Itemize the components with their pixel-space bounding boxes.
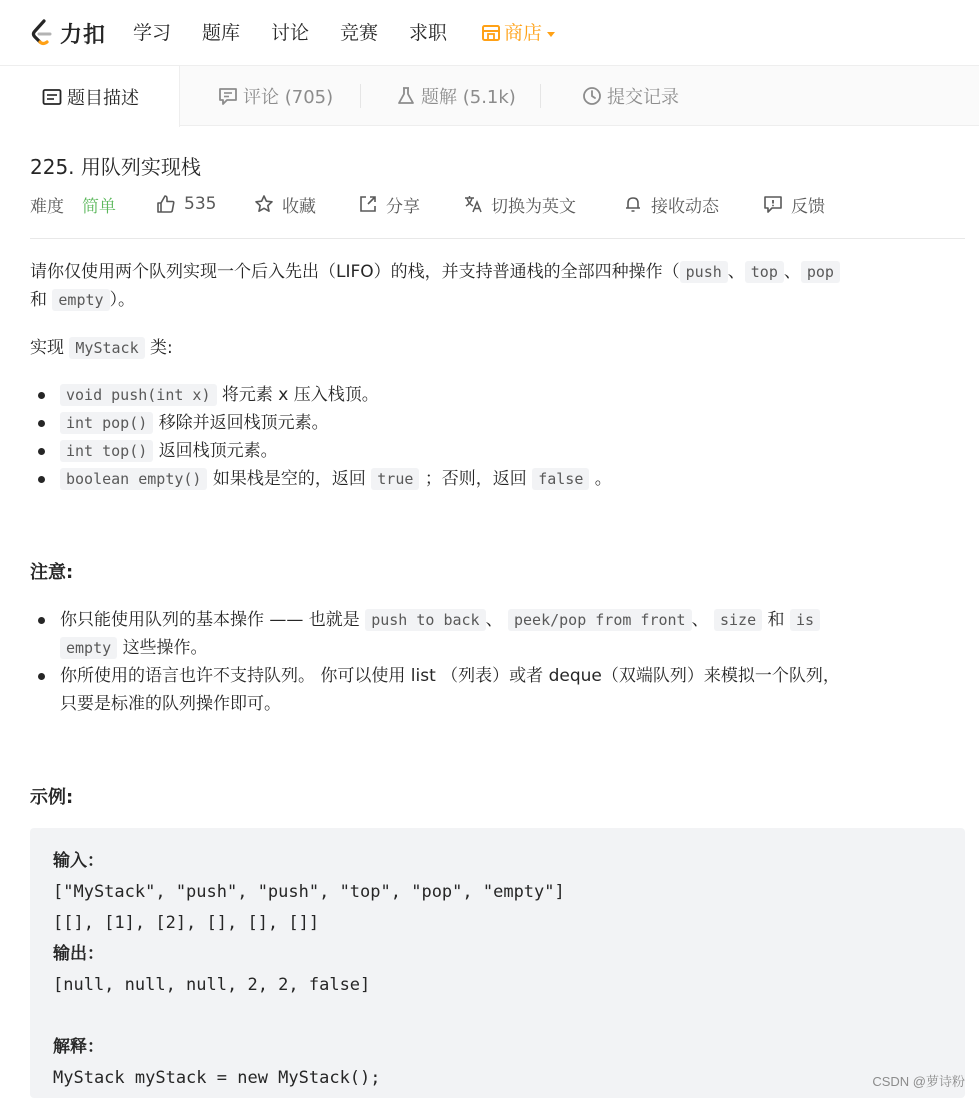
- list-item: [0, 606, 965, 662]
- text-span: 、: [691, 610, 709, 630]
- logo-text: 力扣: [60, 22, 107, 48]
- tab-solutions[interactable]: [396, 66, 516, 126]
- favorite-button[interactable]: [254, 190, 316, 218]
- like-button[interactable]: [156, 190, 216, 218]
- list-item: [0, 409, 612, 437]
- text-span: 返回栈顶元素。: [158, 441, 278, 461]
- text-span: ；否则，返回: [424, 469, 527, 489]
- code-top-method: int top(): [60, 440, 153, 462]
- feedback-label: 反馈: [791, 196, 825, 217]
- bell-icon: [623, 194, 643, 214]
- nav-jobs[interactable]: 求职: [409, 22, 448, 44]
- notes-heading: 注意:: [30, 562, 74, 583]
- code-size: size: [714, 609, 762, 631]
- description-paragraph: [30, 258, 965, 314]
- chevron-down-icon: [547, 32, 555, 37]
- switch-language-label: 切换为英文: [491, 196, 576, 217]
- clock-icon: [582, 86, 602, 106]
- feedback-icon: [763, 194, 783, 214]
- text-span: 你所使用的语言也许不支持队列。 你可以使用 list （列表）或者 deque（双端队列）来模拟一个队列，: [60, 666, 840, 686]
- tab-submissions-label: 提交记录: [607, 87, 679, 108]
- share-button[interactable]: [358, 190, 420, 218]
- text-span: 、: [727, 262, 745, 282]
- input-line: [[], [1], [2], [], [], []]: [53, 913, 320, 933]
- favorite-label: 收藏: [282, 196, 316, 217]
- tab-solutions-label: 题解 (5.1k): [421, 87, 516, 108]
- leetcode-logo-icon: [30, 19, 54, 47]
- nav-contest[interactable]: 竞赛: [340, 22, 379, 44]
- output-line: [null, null, null, 2, 2, false]: [53, 975, 371, 995]
- tab-description-label: 题目描述: [67, 87, 139, 109]
- tab-comments-label: 评论 (705): [243, 87, 334, 108]
- nav-learn[interactable]: 学习: [133, 22, 172, 44]
- code-empty: empty: [52, 289, 109, 311]
- code-empty-cont: empty: [60, 637, 117, 659]
- code-false: false: [532, 468, 589, 490]
- output-label: 输出：: [53, 944, 104, 964]
- explain-label: 解释：: [53, 1037, 104, 1057]
- problem-title: 225. 用队列实现栈: [30, 155, 201, 179]
- text-span: 这些操作。: [122, 638, 208, 658]
- code-pop-method: int pop(): [60, 412, 153, 434]
- code-peek-pop: peek/pop from front: [508, 609, 692, 631]
- text-span: 只要是标准的队列操作即可。: [60, 694, 281, 714]
- problem-tabs: [0, 66, 979, 126]
- star-icon: [254, 194, 274, 214]
- feedback-button[interactable]: [763, 190, 825, 218]
- text-span: 实现: [30, 338, 64, 358]
- code-true: true: [371, 468, 419, 490]
- tab-divider: [540, 84, 541, 108]
- share-label: 分享: [386, 196, 420, 217]
- problem-meta-row: [30, 190, 965, 218]
- text-span: 移除并返回栈顶元素。: [158, 413, 329, 433]
- divider: [30, 238, 965, 239]
- code-push-method: void push(int x): [60, 384, 217, 406]
- text-span: 请你仅使用两个队列实现一个后入先出（LIFO）的栈，并支持普通栈的全部四种操作（: [30, 262, 680, 282]
- tab-divider: [360, 84, 361, 108]
- blank-line: [53, 1001, 942, 1032]
- top-navbar: [0, 0, 979, 66]
- logo[interactable]: [30, 17, 106, 49]
- text-span: 将元素 x 压入栈顶。: [221, 385, 379, 405]
- example-heading: 示例:: [30, 787, 74, 808]
- code-empty-method: boolean empty(): [60, 468, 207, 490]
- text-span: 和: [767, 610, 785, 630]
- text-span: 和: [30, 290, 47, 310]
- example-code-block: [30, 828, 965, 1098]
- nav-problemset[interactable]: 题库: [202, 22, 241, 44]
- list-item: [0, 437, 612, 465]
- thumbs-up-icon: [156, 194, 176, 214]
- input-label: 输入：: [53, 851, 104, 871]
- code-push: push: [680, 261, 728, 283]
- difficulty: [30, 190, 116, 218]
- description-icon: [42, 88, 62, 106]
- share-icon: [358, 194, 378, 214]
- text-span: ）。: [109, 290, 136, 310]
- subscribe-button[interactable]: [623, 190, 719, 218]
- switch-language-button[interactable]: [463, 190, 576, 218]
- text-span: 。: [594, 469, 612, 489]
- code-push-to-back: push to back: [365, 609, 485, 631]
- translate-icon: [463, 194, 483, 214]
- text-span: 类:: [150, 338, 173, 358]
- flask-icon: [396, 86, 416, 106]
- watermark: CSDN @萝诗粉: [872, 1074, 965, 1089]
- text-span: 如果栈是空的，返回: [212, 469, 366, 489]
- tab-comments[interactable]: [218, 66, 333, 126]
- nav-store-label: 商店: [504, 22, 543, 44]
- input-line: ["MyStack", "push", "push", "top", "pop", "empty"]: [53, 882, 565, 902]
- method-list: [0, 381, 612, 493]
- text-span: 、: [783, 262, 801, 282]
- text-span: 、: [485, 610, 503, 630]
- text-span: 你只能使用队列的基本操作 —— 也就是: [60, 610, 360, 630]
- code-is: is: [790, 609, 820, 631]
- nav-store[interactable]: [481, 20, 555, 46]
- list-item: [0, 465, 612, 493]
- subscribe-label: 接收动态: [651, 196, 719, 217]
- tab-description[interactable]: [0, 66, 180, 127]
- tab-submissions[interactable]: [582, 66, 679, 126]
- code-pop: pop: [801, 261, 840, 283]
- comment-icon: [218, 86, 238, 106]
- store-icon: [481, 24, 501, 42]
- notes-list: [0, 606, 965, 718]
- list-item: [0, 381, 612, 409]
- implement-paragraph: [30, 334, 173, 362]
- code-mystack: MyStack: [69, 337, 144, 359]
- nav-discuss[interactable]: 讨论: [271, 22, 310, 44]
- like-count: 535: [184, 194, 217, 214]
- difficulty-value: 简单: [82, 196, 116, 217]
- code-top: top: [745, 261, 784, 283]
- explain-line: MyStack myStack = new MyStack();: [53, 1068, 381, 1088]
- list-item: [0, 662, 965, 718]
- difficulty-label: 难度: [30, 196, 64, 217]
